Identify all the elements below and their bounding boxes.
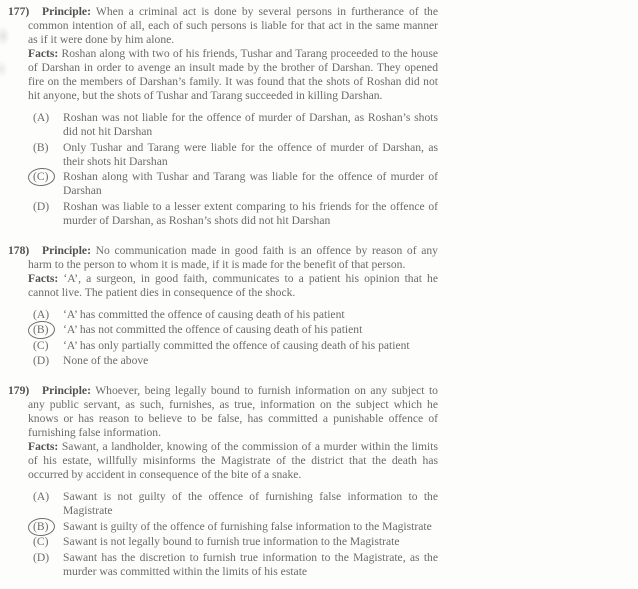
- principle-label: Principle:: [42, 243, 91, 257]
- options-list: [28, 111, 438, 228]
- option-row-c: [28, 170, 438, 198]
- option-row-b: [28, 141, 438, 169]
- option-letter: (D): [33, 550, 50, 564]
- option-row-d: [28, 200, 438, 228]
- option-letter answer-circle: (B): [33, 323, 63, 337]
- facts-label: Facts:: [28, 271, 59, 285]
- option-text: Sawant has the discretion to furnish true information to the Magistrate, as the murder was committed within the limits of his estate: [63, 550, 438, 578]
- option-row-a: [28, 111, 438, 139]
- facts-text: Roshan along with two of his friends, Tushar and Tarang proceeded to the house of Darshan in order to avenge an insult made by the brother of Darshan. They opened fire on the members of Darshan’s family. It was found that the shots of Roshan did not hit anyone, but the shots of Tushar and Tarang succeeded in killing Darshan.: [28, 47, 438, 102]
- option-letter: (B): [33, 140, 49, 154]
- principle-paragraph: [28, 384, 438, 440]
- option-letter answer-circle: (C): [33, 170, 63, 184]
- question-number: 179): [8, 384, 30, 397]
- option-letter: (D): [33, 199, 50, 213]
- option-letter: (C): [33, 338, 49, 352]
- principle-text: No communication made in good faith is an offence by reason of any harm to the person to whom it is made, if it is made for the benefit of that person.: [28, 243, 438, 271]
- facts-label: Facts:: [28, 440, 59, 453]
- option-text: ‘A’ has committed the offence of causing death of his patient: [63, 307, 345, 321]
- facts-paragraph: [28, 272, 438, 300]
- principle-text: Whoever, being legally bound to furnish information on any subject to any public servant, as such, furnishes, as true, information on the subject which he knows or has reason to believe to be false, has committed a punishable offence of furnishing false information.: [28, 384, 438, 439]
- option-text: None of the above: [63, 354, 149, 367]
- option-text: Sawant is not guilty of the offence of furnishing false information to the Magistrate: [63, 490, 438, 517]
- facts-paragraph: [28, 47, 438, 103]
- principle-paragraph: [28, 5, 438, 47]
- options-list: [28, 490, 438, 579]
- option-letter answer-circle: (B): [33, 520, 63, 534]
- question-177: [8, 5, 438, 228]
- principle-text: When a criminal act is done by several persons in furtherance of the common intention of all, each of such persons is liable for that act in the same manner as if it were done by him alone.: [28, 5, 438, 46]
- option-letter: (A): [33, 307, 50, 321]
- question-number: 178): [8, 243, 30, 257]
- option-row-d: [28, 551, 438, 579]
- option-row-b: [28, 323, 438, 337]
- option-row-a: [28, 490, 438, 518]
- option-row-c: [28, 339, 438, 353]
- question-178: [8, 244, 438, 369]
- principle-paragraph: [28, 244, 438, 272]
- facts-text: ‘A’, a surgeon, in good faith, communicates to a patient his opinion that he cannot live. The patient dies in consequence of the shock.: [28, 271, 438, 299]
- option-letter: (C): [33, 535, 49, 548]
- option-text: Sawant is guilty of the offence of furnishing false information to the Magistrate: [63, 519, 432, 533]
- option-text: ‘A’ has not committed the offence of causing death of his patient: [63, 323, 363, 336]
- principle-label: Principle:: [42, 5, 91, 18]
- option-text: Only Tushar and Tarang were liable for the offence of murder of Darshan, as their shots hit Darshan: [63, 140, 438, 168]
- option-row-b: [28, 520, 438, 534]
- facts-paragraph: [28, 440, 438, 482]
- option-text: Sawant is not legally bound to furnish true information to the Magistrate: [63, 535, 400, 548]
- option-text: ‘A’ has only partially committed the offence of causing death of his patient: [63, 338, 410, 352]
- scan-smudge: [0, 60, 8, 78]
- question-number: 177): [8, 5, 30, 18]
- option-text: Roshan was not liable for the offence of murder of Darshan, as Roshan’s shots did not hit Darshan: [63, 111, 438, 138]
- question-179: [8, 384, 438, 579]
- option-letter: (A): [33, 490, 50, 503]
- option-letter: (D): [33, 354, 50, 367]
- facts-text: Sawant, a landholder, knowing of the commission of a murder within the limits of his estate, willfully misinforms the Magistrate of the district that the death has occurred by accident in consequence of the bite of a snake.: [28, 440, 438, 481]
- facts-label: Facts:: [28, 47, 59, 60]
- option-letter: (A): [33, 111, 50, 124]
- option-text: Roshan was liable to a lesser extent comparing to his friends for the offence of murder of Darshan, as Roshan’s shots did not hit Darshan: [63, 199, 438, 227]
- option-text: Roshan along with Tushar and Tarang was liable for the offence of murder of Darshan: [63, 170, 438, 197]
- option-row-c: [28, 535, 438, 549]
- option-row-a: [28, 308, 438, 322]
- principle-label: Principle:: [42, 384, 91, 397]
- option-row-d: [28, 354, 438, 368]
- options-list: [28, 308, 438, 369]
